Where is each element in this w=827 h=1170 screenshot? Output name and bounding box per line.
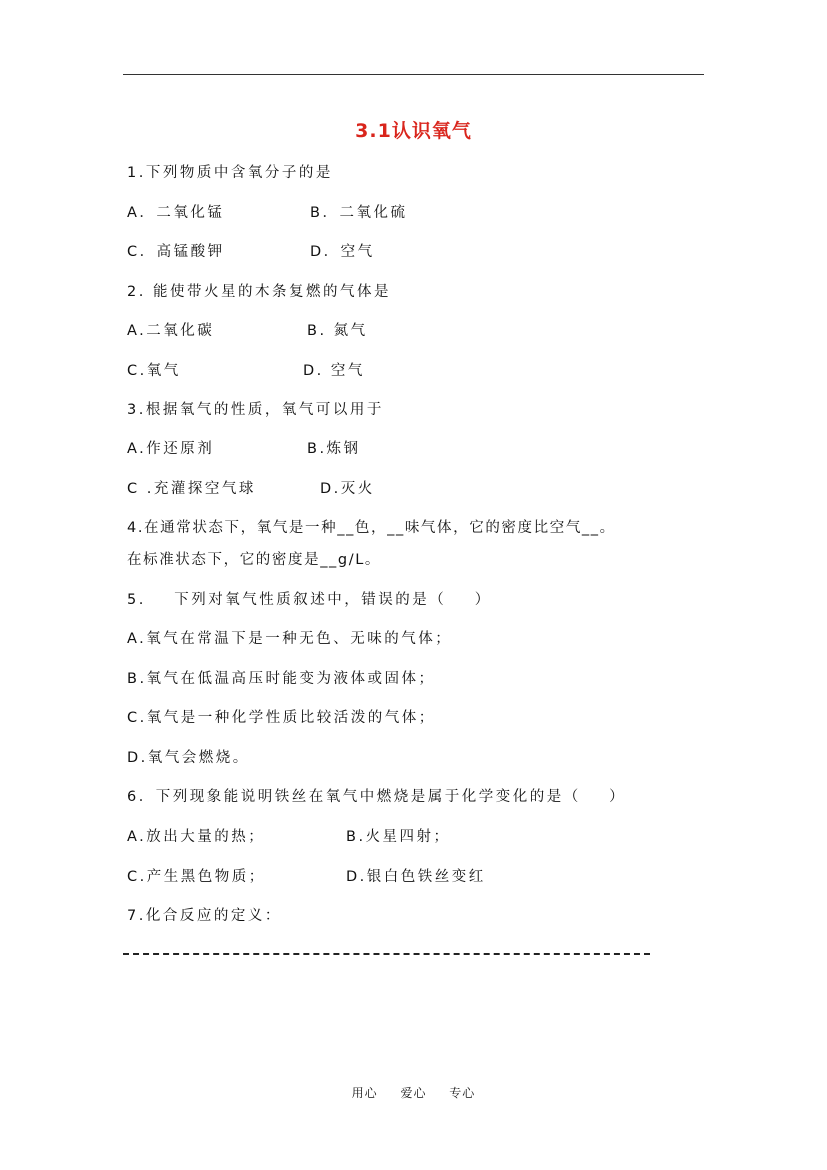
page-footer: 用心 爱心 专心 [351, 1086, 476, 1100]
q1-option-c: C．高锰酸钾 [127, 244, 225, 260]
header-rule [123, 74, 704, 75]
q1-option-a: A．二氧化锰 [127, 205, 225, 221]
q3-option-d: D.灭火 [320, 481, 375, 497]
q1-stem: 1.下列物质中含氧分子的是 [127, 165, 333, 181]
q3-option-c: C .充灌探空气球 [127, 481, 256, 497]
q6-option-a: A.放出大量的热； [127, 829, 266, 845]
q3-options-row2 [127, 479, 375, 499]
q2-options-row1 [127, 321, 368, 341]
q6-option-d: D.银白色铁丝变红 [346, 869, 486, 885]
q3-options-row1 [127, 439, 361, 459]
q4-line2: 在标准状态下，它的密度是__g/L。 [127, 552, 381, 568]
q2-stem: 2. 能使带火星的木条复燃的气体是 [127, 284, 391, 300]
q2-option-b: B. 氮气 [307, 323, 368, 339]
q6-options-row1 [127, 827, 451, 847]
q7-stem: 7.化合反应的定义： [127, 908, 282, 924]
q6-stem: 6．下列现象能说明铁丝在氧气中燃烧是属于化学变化的是（ ） [127, 789, 627, 805]
q5-option-a: A.氧气在常温下是一种无色、无味的气体； [127, 631, 453, 647]
q3-option-b: B.炼钢 [307, 441, 361, 457]
q2-option-a: A.二氧化碳 [127, 323, 215, 339]
q2-option-c: C.氧气 [127, 363, 181, 379]
q7-answer-line [123, 953, 650, 955]
q5-option-d: D.氧气会燃烧。 [127, 750, 250, 766]
q2-option-d: D. 空气 [303, 363, 365, 379]
q5-option-b: B.氧气在低温高压时能变为液体或固体； [127, 671, 436, 687]
q5-option-c: C.氧气是一种化学性质比较活泼的气体； [127, 710, 436, 726]
q1-options-row1 [127, 203, 408, 223]
q2-options-row2 [127, 361, 365, 381]
q6-option-c: C.产生黑色物质； [127, 869, 266, 885]
q6-option-b: B.火星四射； [346, 829, 451, 845]
q3-option-a: A.作还原剂 [127, 441, 215, 457]
q1-option-d: D．空气 [310, 244, 375, 260]
q3-stem: 3.根据氧气的性质，氧气可以用于 [127, 402, 384, 418]
q1-option-b: B．二氧化硫 [310, 205, 408, 221]
q5-stem: 5. 下列对氧气性质叙述中，错误的是（ ） [127, 592, 492, 608]
page-title: 3.1认识氧气 [355, 120, 472, 142]
q1-options-row2 [127, 242, 375, 262]
q6-options-row2 [127, 867, 486, 887]
q4-line1: 4.在通常状态下，氧气是一种__色，__味气体，它的密度比空气__。 [127, 520, 616, 536]
